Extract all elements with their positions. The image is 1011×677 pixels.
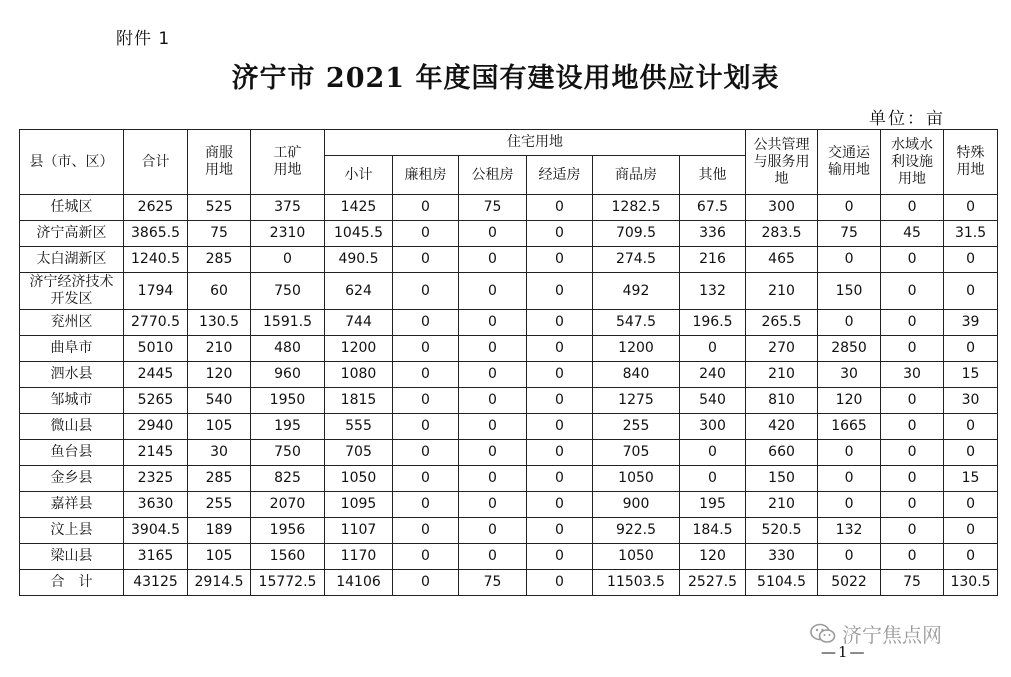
unit-label: 单位：亩 (869, 109, 945, 129)
cell-special: 39 (944, 310, 998, 336)
cell-res-affordable: 0 (527, 310, 593, 336)
watermark-text: 济宁焦点网 (842, 623, 942, 647)
cell-special: 31.5 (944, 221, 998, 247)
cell-total: 43125 (124, 570, 188, 596)
cell-special: 0 (944, 414, 998, 440)
cell-total: 2145 (124, 440, 188, 466)
table-row (20, 518, 998, 544)
header-county: 县（市、区） (20, 130, 124, 195)
cell-res-subtotal: 1080 (325, 362, 393, 388)
cell-public-service: 210 (746, 273, 818, 310)
cell-transport: 2850 (818, 336, 881, 362)
cell-res-commodity: 492 (593, 273, 680, 310)
cell-res-low-rent: 0 (393, 247, 459, 273)
cell-public-service: 5104.5 (746, 570, 818, 596)
cell-water: 0 (881, 440, 944, 466)
cell-res-affordable: 0 (527, 221, 593, 247)
cell-res-commodity: 1200 (593, 336, 680, 362)
cell-total: 2940 (124, 414, 188, 440)
cell-res-public-rent: 0 (459, 247, 527, 273)
cell-transport: 1665 (818, 414, 881, 440)
cell-commercial: 285 (188, 247, 251, 273)
header-res-subtotal: 小计 (325, 156, 393, 195)
cell-industrial: 1560 (251, 544, 325, 570)
cell-transport: 75 (818, 221, 881, 247)
cell-res-affordable: 0 (527, 195, 593, 221)
cell-res-low-rent: 0 (393, 195, 459, 221)
cell-industrial: 480 (251, 336, 325, 362)
cell-res-affordable: 0 (527, 388, 593, 414)
cell-res-subtotal: 744 (325, 310, 393, 336)
cell-public-service: 300 (746, 195, 818, 221)
table-row (20, 336, 998, 362)
cell-county: 济宁经济技术开发区 (20, 273, 124, 310)
cell-water: 0 (881, 310, 944, 336)
cell-res-subtotal: 1170 (325, 544, 393, 570)
cell-county: 泗水县 (20, 362, 124, 388)
table-row (20, 544, 998, 570)
table-total-row (20, 570, 998, 596)
table-row (20, 362, 998, 388)
cell-industrial: 1950 (251, 388, 325, 414)
cell-water: 45 (881, 221, 944, 247)
cell-industrial: 2310 (251, 221, 325, 247)
cell-industrial: 15772.5 (251, 570, 325, 596)
cell-commercial: 525 (188, 195, 251, 221)
cell-public-service: 265.5 (746, 310, 818, 336)
table-row (20, 440, 998, 466)
cell-county: 汶上县 (20, 518, 124, 544)
cell-res-commodity: 1050 (593, 466, 680, 492)
cell-res-other: 0 (680, 440, 746, 466)
cell-water: 0 (881, 544, 944, 570)
table-row (20, 221, 998, 247)
cell-res-other: 540 (680, 388, 746, 414)
cell-res-commodity: 11503.5 (593, 570, 680, 596)
cell-res-public-rent: 0 (459, 221, 527, 247)
document-title: 济宁市 2021 年度国有建设用地供应计划表 (231, 63, 780, 94)
cell-res-affordable: 0 (527, 273, 593, 310)
header-res-commodity: 商品房 (593, 156, 680, 195)
cell-res-subtotal: 1045.5 (325, 221, 393, 247)
cell-transport: 120 (818, 388, 881, 414)
cell-res-affordable: 0 (527, 544, 593, 570)
header-total: 合计 (124, 130, 188, 195)
cell-commercial: 120 (188, 362, 251, 388)
header-public-service: 公共管理与服务用地 (746, 130, 818, 195)
cell-total: 2325 (124, 466, 188, 492)
cell-public-service: 150 (746, 466, 818, 492)
cell-total: 5265 (124, 388, 188, 414)
cell-total: 3865.5 (124, 221, 188, 247)
cell-res-affordable: 0 (527, 492, 593, 518)
cell-county: 曲阜市 (20, 336, 124, 362)
table-row (20, 492, 998, 518)
cell-res-affordable: 0 (527, 336, 593, 362)
cell-res-subtotal: 1095 (325, 492, 393, 518)
header-water: 水域水利设施用地 (881, 130, 944, 195)
cell-res-commodity: 709.5 (593, 221, 680, 247)
table-row (20, 388, 998, 414)
cell-commercial: 60 (188, 273, 251, 310)
cell-res-low-rent: 0 (393, 466, 459, 492)
table-row (20, 414, 998, 440)
cell-res-other: 0 (680, 336, 746, 362)
cell-res-public-rent: 75 (459, 195, 527, 221)
cell-county: 嘉祥县 (20, 492, 124, 518)
cell-special: 0 (944, 440, 998, 466)
header-commercial: 商服用地 (188, 130, 251, 195)
cell-industrial: 1956 (251, 518, 325, 544)
cell-public-service: 210 (746, 492, 818, 518)
cell-res-commodity: 922.5 (593, 518, 680, 544)
cell-county: 济宁高新区 (20, 221, 124, 247)
cell-commercial: 75 (188, 221, 251, 247)
cell-res-public-rent: 0 (459, 492, 527, 518)
cell-transport: 150 (818, 273, 881, 310)
cell-water: 0 (881, 336, 944, 362)
cell-total: 3904.5 (124, 518, 188, 544)
wechat-icon (810, 623, 836, 645)
cell-res-subtotal: 1107 (325, 518, 393, 544)
cell-total: 1794 (124, 273, 188, 310)
cell-res-subtotal: 624 (325, 273, 393, 310)
cell-res-other: 195 (680, 492, 746, 518)
cell-water: 0 (881, 492, 944, 518)
cell-public-service: 520.5 (746, 518, 818, 544)
cell-res-public-rent: 0 (459, 466, 527, 492)
cell-industrial: 825 (251, 466, 325, 492)
cell-commercial: 130.5 (188, 310, 251, 336)
cell-industrial: 960 (251, 362, 325, 388)
cell-res-commodity: 705 (593, 440, 680, 466)
cell-res-public-rent: 0 (459, 544, 527, 570)
cell-res-low-rent: 0 (393, 492, 459, 518)
table-row (20, 466, 998, 492)
cell-commercial: 540 (188, 388, 251, 414)
cell-public-service: 660 (746, 440, 818, 466)
cell-special: 0 (944, 336, 998, 362)
cell-transport: 30 (818, 362, 881, 388)
cell-transport: 0 (818, 466, 881, 492)
cell-total: 3630 (124, 492, 188, 518)
cell-res-subtotal: 490.5 (325, 247, 393, 273)
header-res-low-rent: 廉租房 (393, 156, 459, 195)
header-res-other: 其他 (680, 156, 746, 195)
cell-res-low-rent: 0 (393, 414, 459, 440)
cell-water: 0 (881, 247, 944, 273)
cell-water: 0 (881, 388, 944, 414)
cell-industrial: 0 (251, 247, 325, 273)
cell-res-public-rent: 0 (459, 414, 527, 440)
cell-res-other: 132 (680, 273, 746, 310)
cell-transport: 0 (818, 247, 881, 273)
header-residential: 住宅用地 (325, 130, 746, 156)
cell-county: 微山县 (20, 414, 124, 440)
cell-special: 0 (944, 544, 998, 570)
cell-total: 1240.5 (124, 247, 188, 273)
cell-res-public-rent: 0 (459, 362, 527, 388)
cell-special: 30 (944, 388, 998, 414)
cell-commercial: 30 (188, 440, 251, 466)
cell-res-other: 300 (680, 414, 746, 440)
header-special: 特殊用地 (944, 130, 998, 195)
cell-public-service: 210 (746, 362, 818, 388)
cell-special: 15 (944, 466, 998, 492)
cell-public-service: 270 (746, 336, 818, 362)
cell-res-public-rent: 0 (459, 518, 527, 544)
cell-res-affordable: 0 (527, 466, 593, 492)
cell-transport: 0 (818, 440, 881, 466)
cell-res-commodity: 900 (593, 492, 680, 518)
cell-total: 2770.5 (124, 310, 188, 336)
cell-industrial: 375 (251, 195, 325, 221)
cell-res-commodity: 1282.5 (593, 195, 680, 221)
cell-special: 0 (944, 247, 998, 273)
cell-commercial: 2914.5 (188, 570, 251, 596)
table-row (20, 195, 998, 221)
table-row (20, 247, 998, 273)
cell-total: 3165 (124, 544, 188, 570)
cell-res-low-rent: 0 (393, 388, 459, 414)
cell-water: 0 (881, 273, 944, 310)
cell-special: 130.5 (944, 570, 998, 596)
cell-special: 0 (944, 195, 998, 221)
attachment-label: 附件 1 (116, 29, 171, 49)
cell-total: 5010 (124, 336, 188, 362)
cell-special: 0 (944, 273, 998, 310)
cell-res-commodity: 1050 (593, 544, 680, 570)
header-res-public-rent: 公租房 (459, 156, 527, 195)
cell-res-other: 240 (680, 362, 746, 388)
cell-transport: 0 (818, 310, 881, 336)
cell-special: 0 (944, 518, 998, 544)
header-transport: 交通运输用地 (818, 130, 881, 195)
cell-water: 0 (881, 414, 944, 440)
cell-res-low-rent: 0 (393, 518, 459, 544)
cell-county: 太白湖新区 (20, 247, 124, 273)
cell-res-other: 2527.5 (680, 570, 746, 596)
cell-res-public-rent: 75 (459, 570, 527, 596)
cell-water: 30 (881, 362, 944, 388)
cell-commercial: 105 (188, 414, 251, 440)
cell-res-subtotal: 1425 (325, 195, 393, 221)
cell-res-public-rent: 0 (459, 273, 527, 310)
cell-res-low-rent: 0 (393, 544, 459, 570)
cell-res-commodity: 547.5 (593, 310, 680, 336)
cell-commercial: 105 (188, 544, 251, 570)
cell-public-service: 283.5 (746, 221, 818, 247)
cell-special: 15 (944, 362, 998, 388)
cell-industrial: 750 (251, 273, 325, 310)
cell-industrial: 750 (251, 440, 325, 466)
cell-water: 0 (881, 518, 944, 544)
cell-res-subtotal: 1815 (325, 388, 393, 414)
cell-res-commodity: 1275 (593, 388, 680, 414)
cell-res-low-rent: 0 (393, 221, 459, 247)
cell-transport: 5022 (818, 570, 881, 596)
cell-res-low-rent: 0 (393, 362, 459, 388)
cell-res-public-rent: 0 (459, 388, 527, 414)
cell-res-other: 0 (680, 466, 746, 492)
cell-transport: 132 (818, 518, 881, 544)
cell-res-public-rent: 0 (459, 336, 527, 362)
cell-res-other: 184.5 (680, 518, 746, 544)
cell-industrial: 2070 (251, 492, 325, 518)
cell-county: 鱼台县 (20, 440, 124, 466)
cell-county: 梁山县 (20, 544, 124, 570)
land-supply-table (19, 129, 998, 596)
cell-res-subtotal: 1050 (325, 466, 393, 492)
cell-industrial: 195 (251, 414, 325, 440)
cell-public-service: 420 (746, 414, 818, 440)
cell-county: 邹城市 (20, 388, 124, 414)
cell-commercial: 210 (188, 336, 251, 362)
cell-res-commodity: 840 (593, 362, 680, 388)
page-number-value: 1 (838, 643, 850, 661)
cell-total: 2625 (124, 195, 188, 221)
cell-commercial: 255 (188, 492, 251, 518)
cell-res-affordable: 0 (527, 440, 593, 466)
cell-res-subtotal: 555 (325, 414, 393, 440)
cell-res-commodity: 255 (593, 414, 680, 440)
cell-county: 合 计 (20, 570, 124, 596)
header-res-affordable: 经适房 (527, 156, 593, 195)
cell-res-other: 336 (680, 221, 746, 247)
cell-water: 0 (881, 466, 944, 492)
cell-public-service: 465 (746, 247, 818, 273)
cell-transport: 0 (818, 492, 881, 518)
cell-res-low-rent: 0 (393, 273, 459, 310)
cell-res-public-rent: 0 (459, 440, 527, 466)
cell-res-other: 120 (680, 544, 746, 570)
cell-county: 兖州区 (20, 310, 124, 336)
cell-res-public-rent: 0 (459, 310, 527, 336)
cell-res-other: 67.5 (680, 195, 746, 221)
header-industrial: 工矿用地 (251, 130, 325, 195)
cell-res-subtotal: 14106 (325, 570, 393, 596)
cell-county: 金乡县 (20, 466, 124, 492)
cell-res-low-rent: 0 (393, 570, 459, 596)
cell-res-commodity: 274.5 (593, 247, 680, 273)
cell-res-other: 216 (680, 247, 746, 273)
cell-water: 75 (881, 570, 944, 596)
cell-transport: 0 (818, 544, 881, 570)
cell-special: 0 (944, 492, 998, 518)
cell-commercial: 285 (188, 466, 251, 492)
cell-county: 任城区 (20, 195, 124, 221)
cell-commercial: 189 (188, 518, 251, 544)
cell-res-affordable: 0 (527, 247, 593, 273)
cell-res-affordable: 0 (527, 362, 593, 388)
cell-public-service: 330 (746, 544, 818, 570)
cell-res-other: 196.5 (680, 310, 746, 336)
cell-res-low-rent: 0 (393, 336, 459, 362)
cell-res-affordable: 0 (527, 518, 593, 544)
table-row (20, 310, 998, 336)
cell-transport: 0 (818, 195, 881, 221)
page-number: —1— (821, 643, 867, 661)
cell-public-service: 810 (746, 388, 818, 414)
table-row (20, 273, 998, 310)
cell-res-low-rent: 0 (393, 440, 459, 466)
cell-total: 2445 (124, 362, 188, 388)
cell-res-subtotal: 1200 (325, 336, 393, 362)
cell-industrial: 1591.5 (251, 310, 325, 336)
cell-water: 0 (881, 195, 944, 221)
cell-res-low-rent: 0 (393, 310, 459, 336)
cell-res-affordable: 0 (527, 414, 593, 440)
cell-res-subtotal: 705 (325, 440, 393, 466)
cell-res-affordable: 0 (527, 570, 593, 596)
